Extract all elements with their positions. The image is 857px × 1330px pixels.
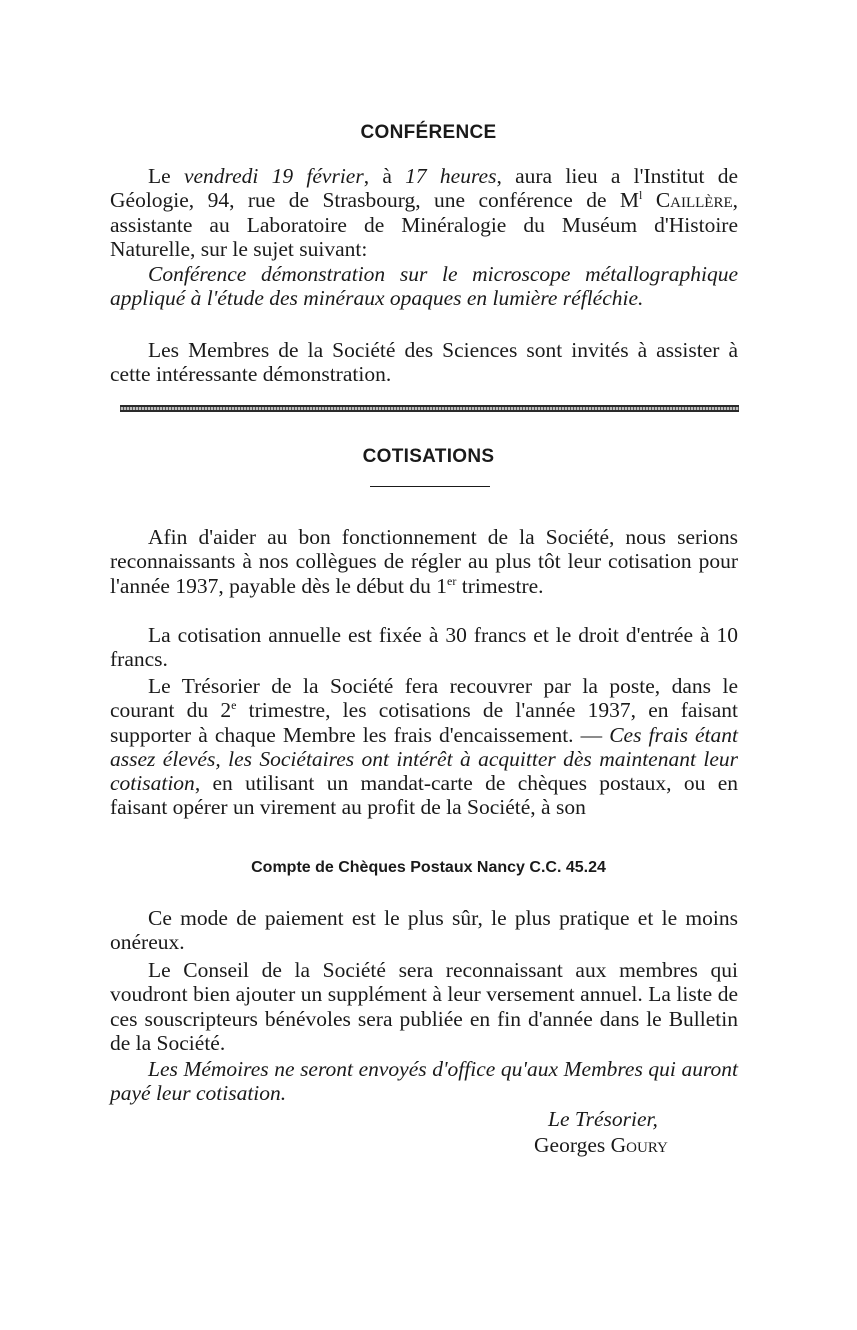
cotisations-p3-num: 2 — [220, 698, 232, 723]
conference-invitation: Les Membres de la Société des Sciences sont invités à assister à cette intéressante démonstration. — [110, 338, 738, 387]
conference-announcement — [110, 164, 738, 261]
cotisations-paragraph-3 — [110, 674, 738, 820]
cotisations-heading: COTISATIONS — [362, 446, 495, 467]
conference-date: vendredi 19 février — [183, 164, 364, 188]
cotisations-p3-mid: trimestre, les cotisations de l'année 1937, en faisant supporter à chaque Membre les frais d'encaissement. — — [110, 698, 738, 747]
cotisations-paragraph-5: Le Conseil de la Société sera reconnaissant aux membres qui voudront bien ajouter un supplément à leur versement annuel. La liste de ces souscripteurs bénévoles sera publiée en fin d'année dans le Bulletin de la Société. — [110, 958, 738, 1055]
section-divider — [120, 405, 739, 412]
signature-last-name: Goury — [610, 1133, 668, 1157]
conference-text-mid: , à — [363, 164, 406, 188]
conference-subject: Conférence démonstration sur le microscope métallographique appliqué à l'étude des minéraux opaques en lumière réfléchie. — [110, 262, 738, 311]
conference-time: 17 heures — [405, 164, 497, 188]
heading-underline — [370, 486, 490, 487]
cotisations-p3-italic: Ces frais étant assez élevés, les Sociétaires ont intérêt à acquitter dès maintenant leur cotisation — [110, 722, 738, 796]
signature-title: Le Trésorier, — [548, 1107, 658, 1131]
cotisations-paragraph-4: Ce mode de paiement est le plus sûr, le plus pratique et le moins onéreux. — [110, 906, 738, 955]
speaker-name: Caillère — [655, 188, 733, 213]
cotisations-paragraph-1 — [110, 525, 738, 598]
signature-name — [534, 1133, 668, 1158]
conference-text-end: , assistante au Laboratoire de Minéralogie du Muséum d'Histoire Naturelle, sur le sujet suivant: — [110, 188, 739, 261]
cotisations-p1-text: Afin d'aider au bon fonctionnement de la Société, nous serions reconnaissants à nos collègues de régler au plus tôt leur cotisation pour l'année 1937, payable dès le début du — [110, 525, 738, 598]
conference-text-rest: , aura lieu a l'Institut de Géologie, 94, rue de Strasbourg, une conférence de — [110, 164, 739, 213]
cotisations-p3-text: Le Trésorier de la Société fera recouvrer par la poste, dans le courant du — [110, 674, 738, 723]
cotisations-p1-num: 1 — [436, 573, 448, 598]
cotisations-p1-end: trimestre. — [456, 573, 544, 598]
cotisations-paragraph-6: Les Mémoires ne seront envoyés d'office qu'aux Membres qui auront payé leur cotisation. — [110, 1057, 738, 1106]
speaker-title: M — [619, 188, 640, 213]
cotisations-p1-sup: er — [447, 573, 457, 588]
conference-heading: CONFÉRENCE — [360, 122, 497, 143]
speaker-title-sup: l — [639, 188, 643, 203]
cotisations-p3-sup: e — [231, 698, 237, 713]
cotisations-paragraph-2: La cotisation annuelle est fixée à 30 francs et le droit d'entrée à 10 francs. — [110, 623, 738, 672]
conference-text-le: Le — [148, 164, 184, 188]
cotisations-p3-end: , en utilisant un mandat-carte de chèques postaux, ou en faisant opérer un virement au profit de la Société, à son — [110, 771, 738, 820]
postal-account: Compte de Chèques Postaux Nancy C.C. 45.24 — [251, 859, 606, 876]
signature-first-name: Georges — [534, 1133, 611, 1157]
